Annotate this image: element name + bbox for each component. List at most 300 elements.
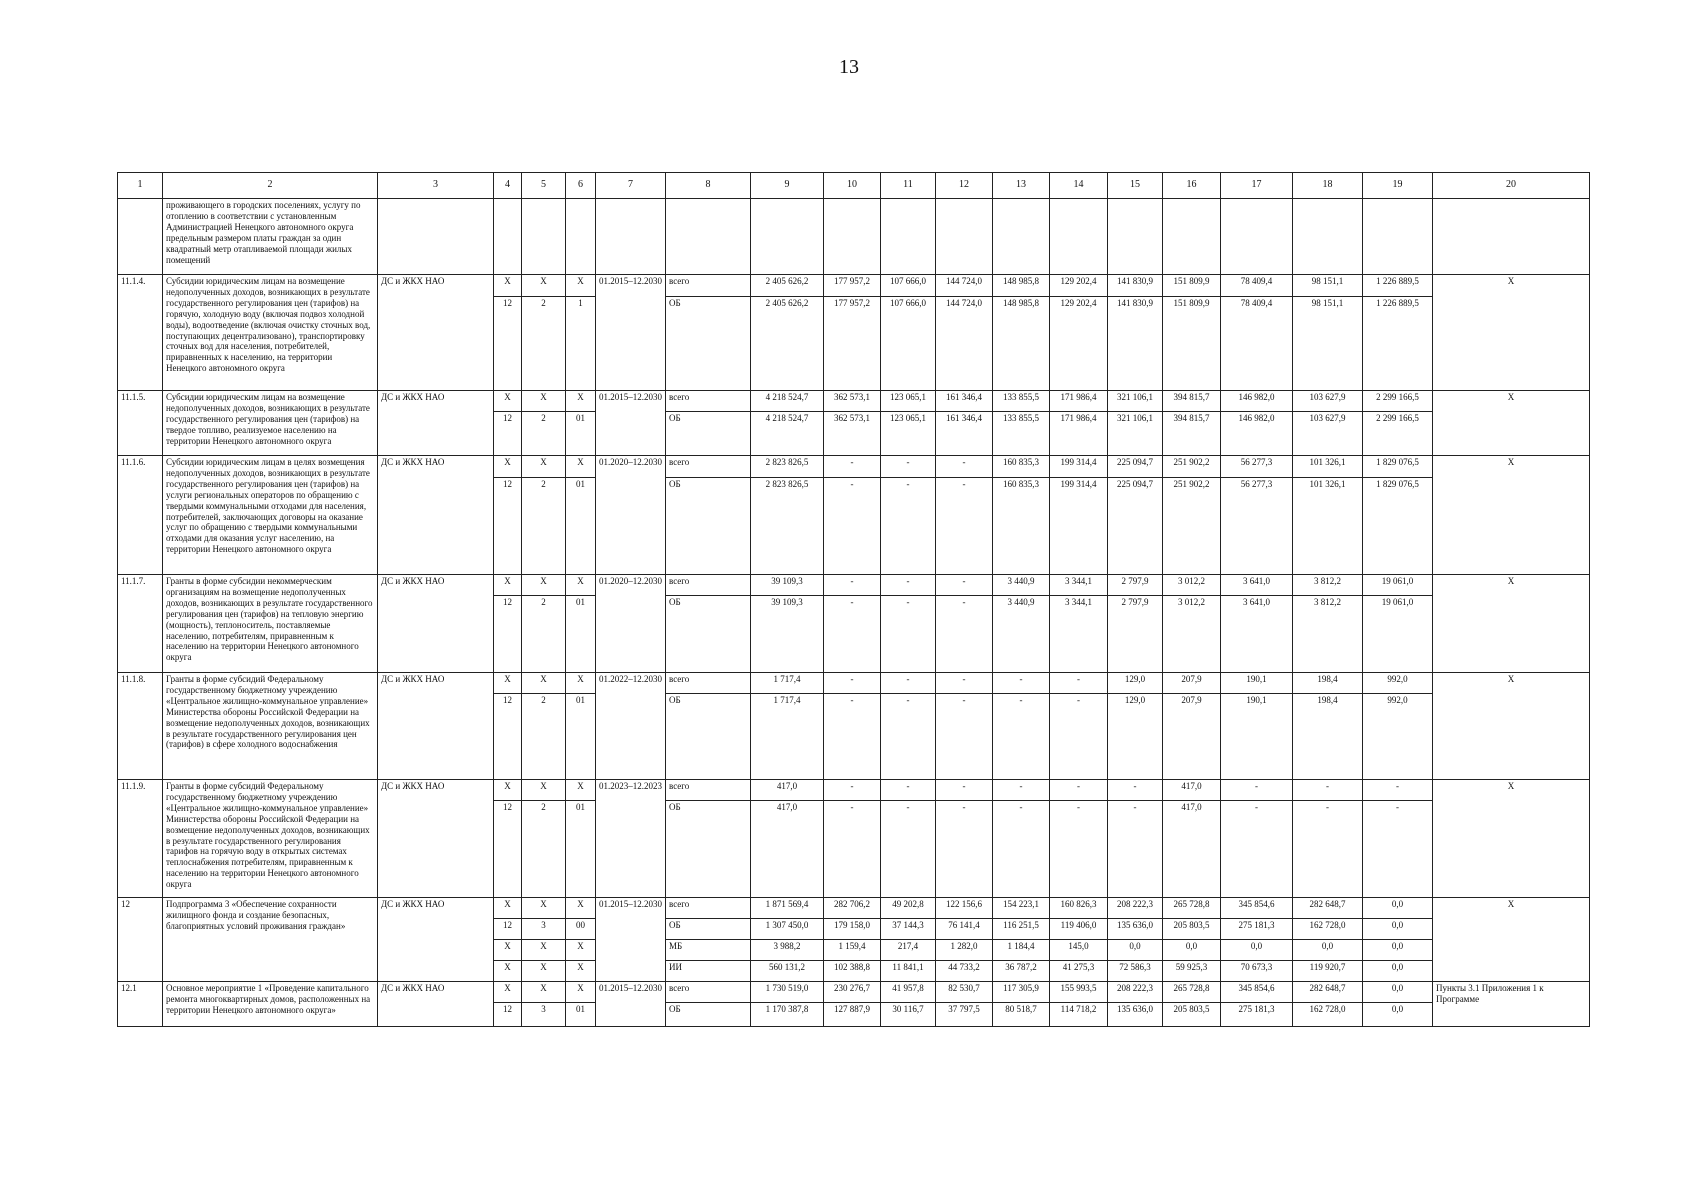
code-cell: X [522,673,566,694]
value-cell: 321 106,1 [1108,391,1163,412]
value-cell: 345 854,6 [1221,898,1293,919]
value-cell: 251 902,2 [1163,456,1221,478]
value-cell: 151 809,9 [1163,297,1221,391]
value-cell: 199 314,4 [1050,478,1108,575]
row-number: 11.1.6. [118,456,163,575]
value-cell: 171 986,4 [1050,412,1108,456]
value-cell: 56 277,3 [1221,478,1293,575]
value-cell: 275 181,3 [1221,919,1293,940]
value-cell: 2 797,9 [1108,596,1163,673]
value-cell: 154 223,1 [993,898,1050,919]
value-cell: 19 061,0 [1363,596,1433,673]
table-row [118,456,1590,478]
table-row [118,199,1590,275]
header-cell: 8 [666,173,751,199]
code-cell: X [494,982,522,1003]
value-cell: 36 787,2 [993,961,1050,982]
row-executor: ДС и ЖКХ НАО [378,275,494,391]
source-cell: всего [666,575,751,596]
value-cell: 0,0 [1363,1003,1433,1027]
code-cell: 2 [522,478,566,575]
value-cell: 119 920,7 [1293,961,1363,982]
code-cell: X [522,456,566,478]
header-cell: 12 [936,173,993,199]
value-cell: 135 636,0 [1108,919,1163,940]
empty-cell [881,199,936,275]
source-cell: всего [666,275,751,297]
value-cell: - [1108,780,1163,801]
value-cell: 160 835,3 [993,456,1050,478]
value-cell: - [1363,780,1433,801]
source-cell: всего [666,982,751,1003]
empty-cell [1163,199,1221,275]
empty-cell [993,199,1050,275]
value-cell: 362 573,1 [824,412,881,456]
value-cell: 3 812,2 [1293,596,1363,673]
source-cell: всего [666,898,751,919]
code-cell: X [522,780,566,801]
value-cell: 144 724,0 [936,275,993,297]
empty-cell [566,199,596,275]
row-executor: ДС и ЖКХ НАО [378,982,494,1027]
value-cell: 275 181,3 [1221,1003,1293,1027]
row-period: 01.2015–12.2030 [596,391,666,456]
value-cell: 1 730 519,0 [751,982,824,1003]
header-cell: 9 [751,173,824,199]
header-cell: 7 [596,173,666,199]
value-cell: 3 988,2 [751,940,824,961]
header-cell: 20 [1433,173,1590,199]
row-number: 12 [118,898,163,982]
code-cell: X [494,961,522,982]
value-cell: 160 835,3 [993,478,1050,575]
value-cell: 417,0 [1163,801,1221,898]
value-cell: 103 627,9 [1293,391,1363,412]
row-note: Пункты 3.1 Приложения 1 к Программе [1433,982,1590,1027]
code-cell: 2 [522,801,566,898]
value-cell: - [881,801,936,898]
value-cell: 3 012,2 [1163,596,1221,673]
code-cell: 12 [494,801,522,898]
code-cell: 2 [522,596,566,673]
row-number: 11.1.7. [118,575,163,673]
value-cell: - [824,478,881,575]
code-cell: 3 [522,1003,566,1027]
value-cell: 119 406,0 [1050,919,1108,940]
value-cell: 37 144,3 [881,919,936,940]
value-cell: - [993,673,1050,694]
code-cell: X [566,575,596,596]
value-cell: 190,1 [1221,694,1293,780]
value-cell: - [881,673,936,694]
value-cell: 2 405 626,2 [751,275,824,297]
value-cell: 127 887,9 [824,1003,881,1027]
row-period: 01.2015–12.2030 [596,982,666,1027]
value-cell: 208 222,3 [1108,898,1163,919]
value-cell: - [936,694,993,780]
value-cell: 1 871 569,4 [751,898,824,919]
value-cell: 135 636,0 [1108,1003,1163,1027]
value-cell: 162 728,0 [1293,1003,1363,1027]
code-cell: X [494,391,522,412]
value-cell: - [1050,780,1108,801]
value-cell: 141 830,9 [1108,275,1163,297]
row-number [118,199,163,275]
value-cell: 282 706,2 [824,898,881,919]
value-cell: 0,0 [1293,940,1363,961]
code-cell: 12 [494,1003,522,1027]
code-cell: 1 [566,297,596,391]
value-cell: - [1050,673,1108,694]
header-cell: 1 [118,173,163,199]
value-cell: 1 282,0 [936,940,993,961]
value-cell: 208 222,3 [1108,982,1163,1003]
value-cell: - [881,478,936,575]
header-cell: 13 [993,173,1050,199]
page-number: 13 [839,56,859,78]
value-cell: - [1363,801,1433,898]
value-cell: 2 299 166,5 [1363,412,1433,456]
row-period: 01.2020–12.2030 [596,575,666,673]
code-cell: 00 [566,919,596,940]
code-cell: 12 [494,694,522,780]
row-description: Основное мероприятие 1 «Проведение капитального ремонта многоквартирных домов, расположенных на территории Ненецкого автономного округа» [163,982,378,1027]
value-cell: 76 141,4 [936,919,993,940]
row-description: Субсидии юридическим лицам в целях возмещения недополученных доходов, возникающих в результате государственного регулирования цен (тарифов) на услуги региональных операторов по обращению с твердыми коммунальными отходами для населения, потребителей, заключающих договоры на оказание услуг по обращению с твердыми коммунальными отходами для оказания услуг населению, на территории Ненецкого автономного округа [163,456,378,575]
code-cell: X [494,780,522,801]
value-cell: 37 797,5 [936,1003,993,1027]
empty-cell [1050,199,1108,275]
value-cell: 39 109,3 [751,596,824,673]
source-cell: ОБ [666,801,751,898]
value-cell: 1 226 889,5 [1363,275,1433,297]
value-cell: 1 159,4 [824,940,881,961]
value-cell: 144 724,0 [936,297,993,391]
value-cell: - [881,575,936,596]
table-row [118,982,1590,1003]
header-cell: 19 [1363,173,1433,199]
value-cell: 114 718,2 [1050,1003,1108,1027]
value-cell: 148 985,8 [993,275,1050,297]
header-cell: 16 [1163,173,1221,199]
empty-cell [522,199,566,275]
budget-table [117,172,1590,1027]
row-executor: ДС и ЖКХ НАО [378,575,494,673]
code-cell: X [494,898,522,919]
empty-cell [751,199,824,275]
value-cell: 225 094,7 [1108,478,1163,575]
code-cell: X [566,898,596,919]
value-cell: 394 815,7 [1163,391,1221,412]
header-cell: 18 [1293,173,1363,199]
value-cell: 129 202,4 [1050,275,1108,297]
value-cell: 59 925,3 [1163,961,1221,982]
empty-cell [1108,199,1163,275]
value-cell: 177 957,2 [824,297,881,391]
row-description: Гранты в форме субсидий Федеральному государственному бюджетному учреждению «Центральное жилищно-коммунальное управление» Министерства обороны Российской Федерации на возмещение недополученных доходов, возникающих в результате государственного регулирования цен (тарифов) в сфере холодного водоснабжения [163,673,378,780]
value-cell: 3 344,1 [1050,596,1108,673]
code-cell: 01 [566,1003,596,1027]
row-executor: ДС и ЖКХ НАО [378,456,494,575]
value-cell: - [824,456,881,478]
code-cell: X [566,780,596,801]
value-cell: 177 957,2 [824,275,881,297]
code-cell: X [566,673,596,694]
code-cell: 2 [522,694,566,780]
value-cell: 70 673,3 [1221,961,1293,982]
value-cell: 107 666,0 [881,297,936,391]
header-row [118,173,1590,199]
code-cell: X [522,391,566,412]
row-description: проживающего в городских поселениях, услугу по отоплению в соответствии с установленным Администрацией Ненецкого автономного округа предельным размером платы граждан за один квадратный метр отапливаемой площади жилых помещений [163,199,378,275]
code-cell: 2 [522,297,566,391]
code-cell: X [522,982,566,1003]
value-cell: 11 841,1 [881,961,936,982]
value-cell: - [993,801,1050,898]
value-cell: 205 803,5 [1163,1003,1221,1027]
source-cell: ОБ [666,1003,751,1027]
row-period: 01.2020–12.2030 [596,456,666,575]
value-cell: 1 170 387,8 [751,1003,824,1027]
value-cell: 116 251,5 [993,919,1050,940]
value-cell: - [1293,780,1363,801]
value-cell: 123 065,1 [881,412,936,456]
value-cell: - [881,596,936,673]
value-cell: 41 957,8 [881,982,936,1003]
value-cell: 122 156,6 [936,898,993,919]
value-cell: 217,4 [881,940,936,961]
code-cell: X [494,575,522,596]
value-cell: - [881,694,936,780]
table-row [118,575,1590,596]
value-cell: 394 815,7 [1163,412,1221,456]
source-cell: ОБ [666,412,751,456]
value-cell: 199 314,4 [1050,456,1108,478]
value-cell: 992,0 [1363,694,1433,780]
value-cell: 1 829 076,5 [1363,478,1433,575]
value-cell: - [824,673,881,694]
value-cell: 3 012,2 [1163,575,1221,596]
value-cell: 3 641,0 [1221,596,1293,673]
source-cell: всего [666,391,751,412]
source-cell: ОБ [666,297,751,391]
value-cell: 56 277,3 [1221,456,1293,478]
value-cell: 1 829 076,5 [1363,456,1433,478]
value-cell: 78 409,4 [1221,275,1293,297]
value-cell: 321 106,1 [1108,412,1163,456]
row-number: 11.1.9. [118,780,163,898]
value-cell: 160 826,3 [1050,898,1108,919]
value-cell: 148 985,8 [993,297,1050,391]
value-cell: 162 728,0 [1293,919,1363,940]
value-cell: 992,0 [1363,673,1433,694]
row-description: Субсидии юридическим лицам на возмещение недополученных доходов, возникающих в результате государственного регулирования цен (тарифов) на горячую, холодную воду (включая подвоз холодной воды), водоотведение (включая очистку сточных вод, поступающих децентрализовано), транспортировку сточных вод для населения, потребителей, приравненных к населению, на территории Ненецкого автономного округа [163,275,378,391]
value-cell: 103 627,9 [1293,412,1363,456]
value-cell: 207,9 [1163,673,1221,694]
value-cell: 1 184,4 [993,940,1050,961]
value-cell: 123 065,1 [881,391,936,412]
header-cell: 5 [522,173,566,199]
value-cell: 151 809,9 [1163,275,1221,297]
value-cell: 3 440,9 [993,596,1050,673]
table-row [118,275,1590,297]
source-cell: ОБ [666,596,751,673]
row-number: 11.1.5. [118,391,163,456]
code-cell: 3 [522,919,566,940]
value-cell: 198,4 [1293,694,1363,780]
value-cell: 345 854,6 [1221,982,1293,1003]
value-cell: - [824,575,881,596]
row-number: 11.1.4. [118,275,163,391]
value-cell: 101 326,1 [1293,456,1363,478]
value-cell: 4 218 524,7 [751,412,824,456]
empty-cell [824,199,881,275]
value-cell: 417,0 [751,801,824,898]
value-cell: 19 061,0 [1363,575,1433,596]
value-cell: - [881,780,936,801]
value-cell: 49 202,8 [881,898,936,919]
value-cell: 98 151,1 [1293,275,1363,297]
value-cell: 362 573,1 [824,391,881,412]
value-cell: - [936,456,993,478]
source-cell: ОБ [666,919,751,940]
row-note: X [1433,275,1590,391]
value-cell: - [1221,801,1293,898]
value-cell: 0,0 [1363,898,1433,919]
value-cell: 0,0 [1363,940,1433,961]
row-period: 01.2015–12.2030 [596,275,666,391]
header-cell: 4 [494,173,522,199]
value-cell: 207,9 [1163,694,1221,780]
value-cell: 179 158,0 [824,919,881,940]
value-cell: 161 346,4 [936,391,993,412]
empty-cell [1221,199,1293,275]
header-cell: 11 [881,173,936,199]
value-cell: - [936,673,993,694]
value-cell: - [1221,780,1293,801]
value-cell: 82 530,7 [936,982,993,1003]
value-cell: 98 151,1 [1293,297,1363,391]
table-row [118,391,1590,412]
value-cell: 101 326,1 [1293,478,1363,575]
row-number: 11.1.8. [118,673,163,780]
header-cell: 15 [1108,173,1163,199]
row-period: 01.2023–12.2023 [596,780,666,898]
value-cell: 0,0 [1221,940,1293,961]
value-cell: 265 728,8 [1163,898,1221,919]
value-cell: 0,0 [1163,940,1221,961]
value-cell: 2 823 826,5 [751,456,824,478]
row-number: 12.1 [118,982,163,1027]
source-cell: МБ [666,940,751,961]
value-cell: 30 116,7 [881,1003,936,1027]
value-cell: - [1050,801,1108,898]
empty-cell [1433,199,1590,275]
row-description: Гранты в форме субсидии некоммерческим организациям на возмещение недополученных доходов, возникающих в результате государственного регулирования цен (тарифов) на тепловую энергию (мощность), теплоноситель, поставляемые населению, потребителям, приравненным к населению на территории Ненецкого автономного округа [163,575,378,673]
value-cell: 2 299 166,5 [1363,391,1433,412]
code-cell: X [522,961,566,982]
row-note: X [1433,898,1590,982]
value-cell: 0,0 [1363,961,1433,982]
code-cell: 12 [494,478,522,575]
source-cell: ОБ [666,694,751,780]
table-row [118,780,1590,801]
row-description: Гранты в форме субсидий Федеральному государственному бюджетному учреждению «Центральное жилищно-коммунальное управление» Министерства обороны Российской Федерации на возмещение недополученных доходов, возникающих в результате государственного регулирования тарифов на горячую воду в открытых системах теплоснабжения потребителям, приравненным к населению на территории Ненецкого автономного округа [163,780,378,898]
value-cell: 251 902,2 [1163,478,1221,575]
code-cell: X [566,982,596,1003]
value-cell: 2 823 826,5 [751,478,824,575]
code-cell: 12 [494,412,522,456]
value-cell: 1 307 450,0 [751,919,824,940]
value-cell: - [936,596,993,673]
code-cell: X [566,961,596,982]
source-cell: всего [666,780,751,801]
value-cell: 3 440,9 [993,575,1050,596]
row-period: 01.2015–12.2030 [596,898,666,982]
header-cell: 14 [1050,173,1108,199]
value-cell: 78 409,4 [1221,297,1293,391]
empty-cell [936,199,993,275]
code-cell: 01 [566,694,596,780]
value-cell: 1 717,4 [751,694,824,780]
value-cell: 146 982,0 [1221,412,1293,456]
row-executor: ДС и ЖКХ НАО [378,391,494,456]
value-cell: - [881,456,936,478]
value-cell: - [936,801,993,898]
value-cell: 107 666,0 [881,275,936,297]
row-description: Субсидии юридическим лицам на возмещение недополученных доходов, возникающих в результате государственного регулирования цен (тарифов) на твердое топливо, реализуемое населению на территории Ненецкого автономного округа [163,391,378,456]
source-cell: всего [666,673,751,694]
row-executor: ДС и ЖКХ НАО [378,780,494,898]
empty-cell [596,199,666,275]
value-cell: 230 276,7 [824,982,881,1003]
code-cell: X [522,940,566,961]
row-period: 01.2022–12.2030 [596,673,666,780]
value-cell: 2 405 626,2 [751,297,824,391]
code-cell: 01 [566,801,596,898]
row-description: Подпрограмма 3 «Обеспечение сохранности жилищного фонда и создание безопасных, благоприятных условий проживания граждан» [163,898,378,982]
value-cell: - [1108,801,1163,898]
value-cell: 44 733,2 [936,961,993,982]
value-cell: 155 993,5 [1050,982,1108,1003]
empty-cell [1293,199,1363,275]
value-cell: 39 109,3 [751,575,824,596]
value-cell: 1 226 889,5 [1363,297,1433,391]
row-note: X [1433,456,1590,575]
value-cell: 2 797,9 [1108,575,1163,596]
header-cell: 17 [1221,173,1293,199]
value-cell: 3 344,1 [1050,575,1108,596]
code-cell: X [522,898,566,919]
code-cell: 01 [566,478,596,575]
value-cell: 3 641,0 [1221,575,1293,596]
value-cell: 0,0 [1363,919,1433,940]
source-cell: ИИ [666,961,751,982]
table-row [118,673,1590,694]
empty-cell [666,199,751,275]
code-cell: 01 [566,412,596,456]
value-cell: 72 586,3 [1108,961,1163,982]
value-cell: - [824,801,881,898]
value-cell: 117 305,9 [993,982,1050,1003]
value-cell: - [824,694,881,780]
value-cell: 102 388,8 [824,961,881,982]
value-cell: - [1050,694,1108,780]
code-cell: 01 [566,596,596,673]
row-note: X [1433,780,1590,898]
value-cell: 80 518,7 [993,1003,1050,1027]
code-cell: 12 [494,596,522,673]
